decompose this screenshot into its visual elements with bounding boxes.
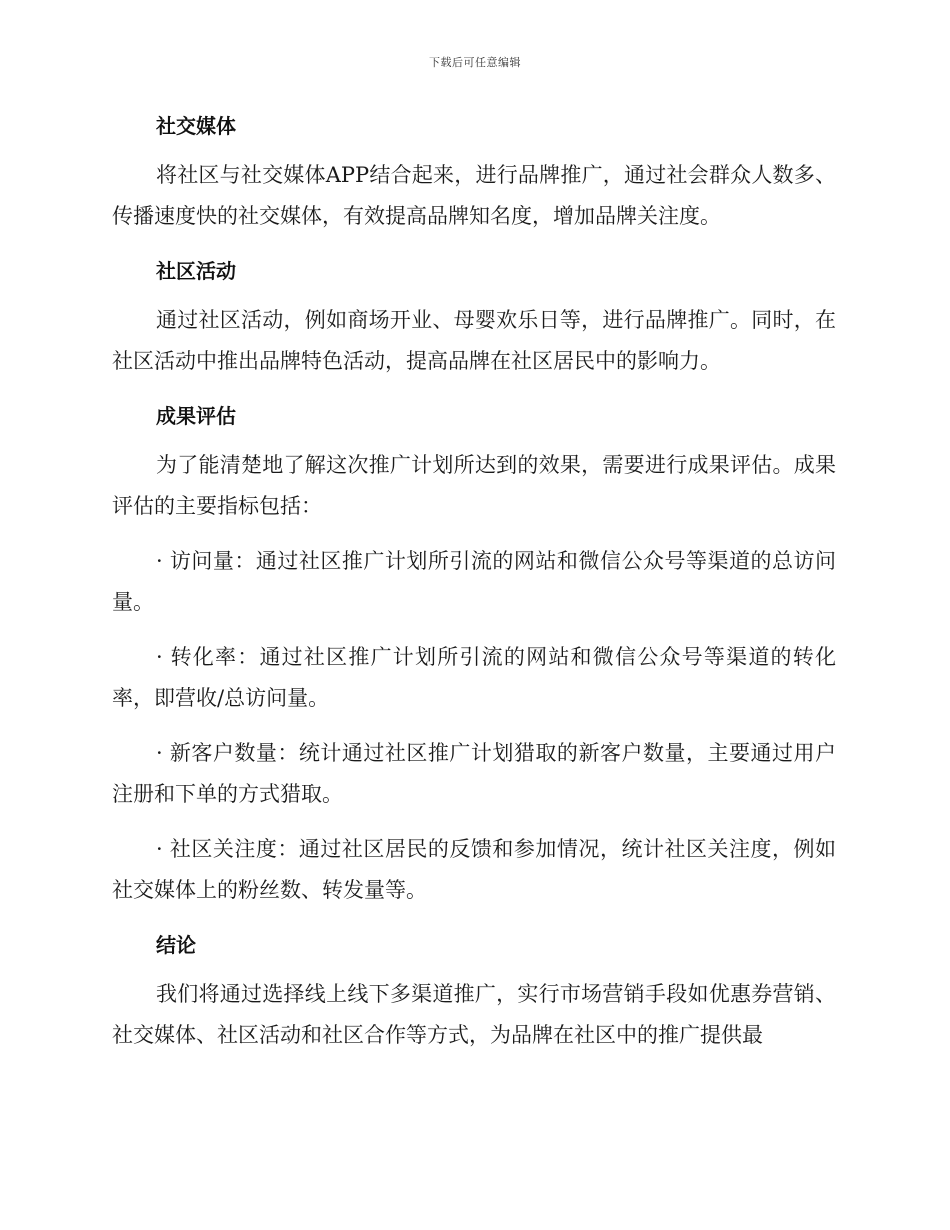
paragraph: 我们将通过选择线上线下多渠道推广，实行市场营销手段如优惠券营销、社交媒体、社区活动和社区合作等方式，为品牌在社区中的推广提供最 — [112, 982, 836, 1047]
section-heading-social-media: 社交媒体 — [156, 114, 236, 138]
bullet-item-conversion-rate: · 转化率：通过社区推广计划所引流的网站和微信公众号等渠道的转化率，即营收/总访问量。 — [112, 645, 836, 710]
section-heading-results-evaluation: 成果评估 — [156, 404, 236, 428]
page-header: 下载后可任意编辑 — [429, 56, 521, 69]
section-heading-community-activities: 社区活动 — [156, 259, 236, 283]
section-heading-conclusion: 结论 — [156, 933, 196, 957]
bullet-item-new-customers: · 新客户数量：统计通过社区推广计划猎取的新客户数量，主要通过用户注册和下单的方式猎取。 — [112, 741, 836, 806]
paragraph: 通过社区活动，例如商场开业、母婴欢乐日等，进行品牌推广。同时，在社区活动中推出品牌特色活动，提高品牌在社区居民中的影响力。 — [112, 308, 836, 373]
paragraph: 为了能清楚地了解这次推广计划所达到的效果，需要进行成果评估。成果评估的主要指标包括： — [112, 453, 836, 518]
bullet-item-visits: · 访问量：通过社区推广计划所引流的网站和微信公众号等渠道的总访问量。 — [112, 549, 836, 614]
bullet-item-community-attention: · 社区关注度：通过社区居民的反馈和参加情况，统计社区关注度，例如社交媒体上的粉丝数、转发量等。 — [112, 837, 836, 902]
document-body — [112, 106, 836, 1056]
paragraph: 将社区与社交媒体APP结合起来，进行品牌推广，通过社会群众人数多、传播速度快的社交媒体，有效提高品牌知名度，增加品牌关注度。 — [112, 163, 836, 228]
